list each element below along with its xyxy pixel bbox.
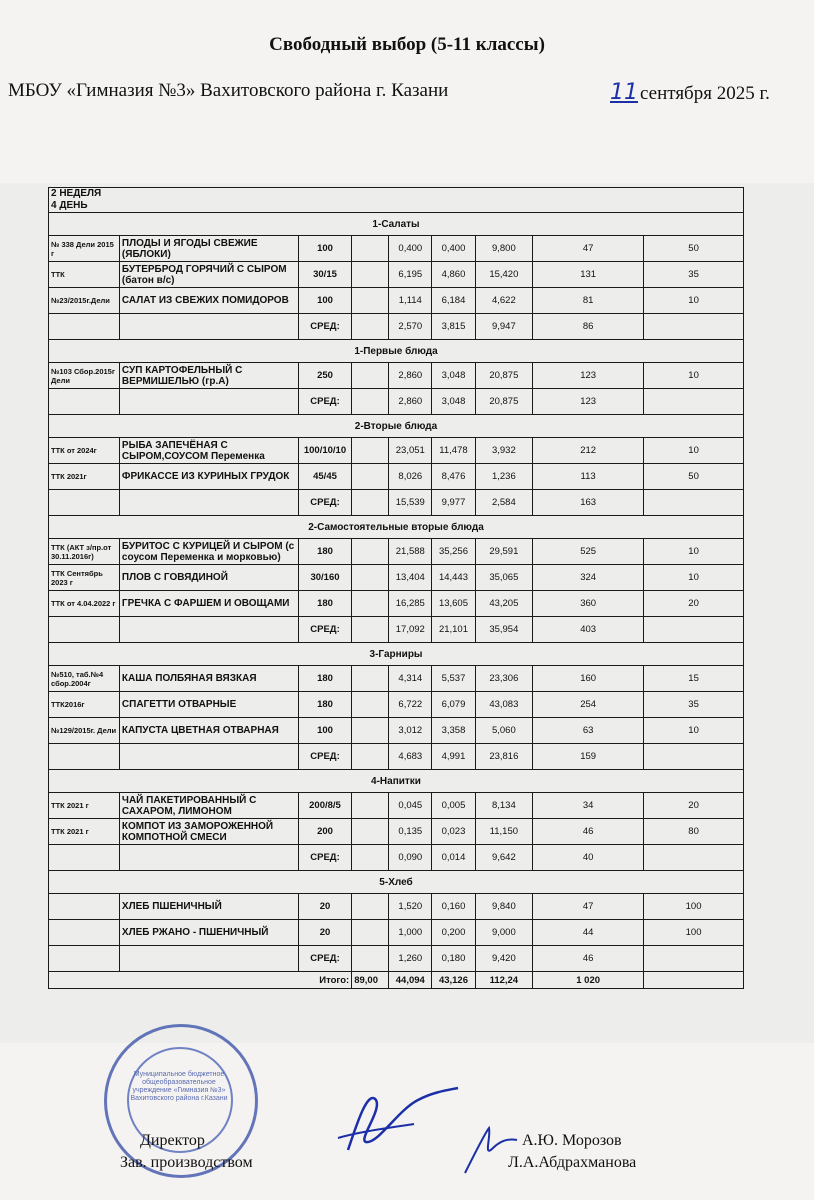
recipe-code: №129/2015г. Дели	[49, 718, 120, 744]
vitamin-c-value: 50	[644, 464, 744, 490]
avg-carbs: 35,954	[475, 617, 533, 643]
calories-value: 360	[533, 591, 644, 617]
avg-blank	[644, 845, 744, 871]
avg-calories: 123	[533, 389, 644, 415]
avg-blank	[49, 744, 120, 770]
calories-value: 34	[533, 793, 644, 819]
avg-blank	[644, 744, 744, 770]
dish-name: КАПУСТА ЦВЕТНАЯ ОТВАРНАЯ	[119, 718, 298, 744]
avg-calories: 159	[533, 744, 644, 770]
section-header-row	[49, 643, 744, 666]
fat-value: 6,079	[432, 692, 475, 718]
dish-row	[49, 692, 744, 718]
price-cell	[352, 692, 389, 718]
dish-row	[49, 539, 744, 565]
avg-blank	[644, 946, 744, 972]
vitamin-c-value: 15	[644, 666, 744, 692]
avg-fat: 21,101	[432, 617, 475, 643]
protein-value: 0,135	[389, 819, 432, 845]
dish-name: БУРИТОС С КУРИЦЕЙ И СЫРОМ (с соусом Переменка и морковью)	[119, 539, 298, 565]
dish-name: САЛАТ ИЗ СВЕЖИХ ПОМИДОРОВ	[119, 288, 298, 314]
calories-value: 160	[533, 666, 644, 692]
week-label: 2 НЕДЕЛЯ	[51, 188, 102, 199]
vitamin-c-value: 10	[644, 718, 744, 744]
protein-value: 8,026	[389, 464, 432, 490]
avg-carbs: 9,420	[475, 946, 533, 972]
recipe-code: ТТК 2021 г	[49, 819, 120, 845]
avg-blank	[119, 314, 298, 340]
avg-fat: 0,014	[432, 845, 475, 871]
avg-carbs: 9,947	[475, 314, 533, 340]
recipe-code: ТТК2016г	[49, 692, 120, 718]
avg-label: СРЕД:	[298, 490, 351, 516]
avg-calories: 163	[533, 490, 644, 516]
protein-value: 21,588	[389, 539, 432, 565]
calories-value: 63	[533, 718, 644, 744]
price-cell	[352, 464, 389, 490]
director-name: А.Ю. Морозов	[522, 1132, 622, 1149]
avg-carbs: 9,642	[475, 845, 533, 871]
carbs-value: 15,420	[475, 262, 533, 288]
carbs-value: 8,134	[475, 793, 533, 819]
avg-blank	[49, 845, 120, 871]
carbs-value: 9,000	[475, 920, 533, 946]
recipe-code: ТТК (АКТ з/пр.от 30.11.2016г)	[49, 539, 120, 565]
dish-name: СУП КАРТОФЕЛЬНЫЙ С ВЕРМИШЕЛЬЮ (гр.А)	[119, 363, 298, 389]
fat-value: 11,478	[432, 438, 475, 464]
avg-carbs: 20,875	[475, 389, 533, 415]
protein-value: 0,400	[389, 236, 432, 262]
price-cell	[352, 819, 389, 845]
fat-value: 0,023	[432, 819, 475, 845]
price-cell	[352, 539, 389, 565]
portion-weight: 100	[298, 288, 351, 314]
dish-name: КАША ПОЛБЯНАЯ ВЯЗКАЯ	[119, 666, 298, 692]
avg-protein: 0,090	[389, 845, 432, 871]
avg-protein: 1,260	[389, 946, 432, 972]
portion-weight: 100	[298, 718, 351, 744]
vitamin-c-value: 50	[644, 236, 744, 262]
dish-row	[49, 262, 744, 288]
dish-row	[49, 894, 744, 920]
avg-calories: 86	[533, 314, 644, 340]
carbs-value: 3,932	[475, 438, 533, 464]
protein-value: 23,051	[389, 438, 432, 464]
avg-blank	[119, 744, 298, 770]
portion-weight: 20	[298, 894, 351, 920]
fat-value: 0,200	[432, 920, 475, 946]
vitamin-c-value: 20	[644, 591, 744, 617]
avg-blank	[352, 946, 389, 972]
portion-weight: 200	[298, 819, 351, 845]
price-cell	[352, 718, 389, 744]
fat-value: 3,358	[432, 718, 475, 744]
vitamin-c-value: 35	[644, 692, 744, 718]
protein-value: 16,285	[389, 591, 432, 617]
dish-name: ЧАЙ ПАКЕТИРОВАННЫЙ С САХАРОМ, ЛИМОНОМ	[119, 793, 298, 819]
dish-name: ФРИКАССЕ ИЗ КУРИНЫХ ГРУДОК	[119, 464, 298, 490]
portion-weight: 180	[298, 539, 351, 565]
price-cell	[352, 565, 389, 591]
dish-row	[49, 591, 744, 617]
avg-blank	[644, 490, 744, 516]
section-header-row	[49, 213, 744, 236]
dish-name: ГРЕЧКА С ФАРШЕМ И ОВОЩАМИ	[119, 591, 298, 617]
carbs-value: 11,150	[475, 819, 533, 845]
protein-value: 6,195	[389, 262, 432, 288]
avg-blank	[49, 490, 120, 516]
protein-value: 6,722	[389, 692, 432, 718]
vitamin-c-value: 10	[644, 363, 744, 389]
avg-fat: 9,977	[432, 490, 475, 516]
price-cell	[352, 666, 389, 692]
price-cell	[352, 236, 389, 262]
dish-row	[49, 819, 744, 845]
carbs-value: 43,083	[475, 692, 533, 718]
avg-blank	[49, 314, 120, 340]
calories-value: 212	[533, 438, 644, 464]
average-row	[49, 314, 744, 340]
calories-value: 44	[533, 920, 644, 946]
dish-row	[49, 920, 744, 946]
avg-blank	[644, 389, 744, 415]
dish-name: СПАГЕТТИ ОТВАРНЫЕ	[119, 692, 298, 718]
price-cell	[352, 363, 389, 389]
avg-blank	[49, 617, 120, 643]
director-signature	[318, 1080, 468, 1160]
fat-value: 14,443	[432, 565, 475, 591]
carbs-value: 35,065	[475, 565, 533, 591]
section-title: 2-Самостоятельные вторые блюда	[49, 516, 744, 539]
calories-value: 254	[533, 692, 644, 718]
protein-value: 0,045	[389, 793, 432, 819]
section-header-row	[49, 340, 744, 363]
section-header-row	[49, 415, 744, 438]
avg-calories: 40	[533, 845, 644, 871]
portion-weight: 180	[298, 692, 351, 718]
avg-carbs: 2,584	[475, 490, 533, 516]
dish-name: ПЛОДЫ И ЯГОДЫ СВЕЖИЕ (ЯБЛОКИ)	[119, 236, 298, 262]
avg-label: СРЕД:	[298, 389, 351, 415]
avg-blank	[352, 845, 389, 871]
vitamin-c-value: 20	[644, 793, 744, 819]
section-title: 2-Вторые блюда	[49, 415, 744, 438]
avg-protein: 2,860	[389, 389, 432, 415]
calories-value: 47	[533, 236, 644, 262]
carbs-value: 1,236	[475, 464, 533, 490]
recipe-code: ТТК от 2024г	[49, 438, 120, 464]
avg-fat: 3,815	[432, 314, 475, 340]
total-price: 89,00	[352, 972, 389, 989]
carbs-value: 43,205	[475, 591, 533, 617]
vitamin-c-value: 10	[644, 438, 744, 464]
section-title: 1-Первые блюда	[49, 340, 744, 363]
avg-label: СРЕД:	[298, 744, 351, 770]
carbs-value: 5,060	[475, 718, 533, 744]
section-title: 4-Напитки	[49, 770, 744, 793]
avg-protein: 17,092	[389, 617, 432, 643]
avg-blank	[119, 490, 298, 516]
avg-blank	[119, 617, 298, 643]
avg-fat: 3,048	[432, 389, 475, 415]
portion-weight: 200/8/5	[298, 793, 351, 819]
portion-weight: 20	[298, 920, 351, 946]
recipe-code: ТТК Сентябрь 2023 г	[49, 565, 120, 591]
avg-fat: 4,991	[432, 744, 475, 770]
calories-value: 525	[533, 539, 644, 565]
portion-weight: 180	[298, 666, 351, 692]
dish-name: ХЛЕБ РЖАНО - ПШЕНИЧНЫЙ	[119, 920, 298, 946]
recipe-code: ТТК 2021г	[49, 464, 120, 490]
avg-protein: 15,539	[389, 490, 432, 516]
fat-value: 0,160	[432, 894, 475, 920]
total-protein: 44,094	[389, 972, 432, 989]
portion-weight: 30/15	[298, 262, 351, 288]
section-title: 3-Гарниры	[49, 643, 744, 666]
avg-label: СРЕД:	[298, 845, 351, 871]
vitamin-c-value: 35	[644, 262, 744, 288]
fat-value: 6,184	[432, 288, 475, 314]
dish-name: ПЛОВ С ГОВЯДИНОЙ	[119, 565, 298, 591]
school-name: МБОУ «Гимназия №3» Вахитовского района г. Казани	[8, 80, 449, 101]
fat-value: 8,476	[432, 464, 475, 490]
fat-value: 0,005	[432, 793, 475, 819]
fat-value: 0,400	[432, 236, 475, 262]
dish-row	[49, 565, 744, 591]
avg-blank	[352, 744, 389, 770]
price-cell	[352, 262, 389, 288]
portion-weight: 45/45	[298, 464, 351, 490]
vitamin-c-value: 100	[644, 894, 744, 920]
recipe-code: №23/2015г.Дели	[49, 288, 120, 314]
director-label: Директор	[140, 1132, 205, 1149]
dish-row	[49, 793, 744, 819]
production-name: Л.А.Абдрахманова	[508, 1154, 637, 1171]
avg-blank	[352, 389, 389, 415]
recipe-code: № 338 Дели 2015 г	[49, 236, 120, 262]
carbs-value: 9,840	[475, 894, 533, 920]
avg-blank	[352, 617, 389, 643]
protein-value: 3,012	[389, 718, 432, 744]
recipe-code: №103 Сбор.2015г Дели	[49, 363, 120, 389]
fat-value: 5,537	[432, 666, 475, 692]
vitamin-c-value: 10	[644, 539, 744, 565]
section-title: 1-Салаты	[49, 213, 744, 236]
avg-blank	[644, 314, 744, 340]
dish-name: КОМПОТ ИЗ ЗАМОРОЖЕННОЙ КОМПОТНОЙ СМЕСИ	[119, 819, 298, 845]
calories-value: 81	[533, 288, 644, 314]
dish-row	[49, 438, 744, 464]
dish-row	[49, 718, 744, 744]
seal-text: Муниципальное бюджетное общеобразовательное учреждение «Гимназия №3» Вахитовского района г.Казани	[130, 1071, 228, 1102]
week-day-label	[49, 188, 744, 213]
avg-blank	[49, 946, 120, 972]
carbs-value: 29,591	[475, 539, 533, 565]
page-title: Свободный выбор (5-11 классы)	[269, 34, 545, 55]
price-cell	[352, 288, 389, 314]
price-cell	[352, 591, 389, 617]
vitamin-c-value: 100	[644, 920, 744, 946]
dish-name: РЫБА ЗАПЕЧЁНАЯ С СЫРОМ,СОУСОМ Переменка	[119, 438, 298, 464]
protein-value: 2,860	[389, 363, 432, 389]
avg-blank	[352, 314, 389, 340]
average-row	[49, 845, 744, 871]
calories-value: 46	[533, 819, 644, 845]
average-row	[49, 946, 744, 972]
dish-row	[49, 464, 744, 490]
vitamin-c-value: 10	[644, 288, 744, 314]
average-row	[49, 617, 744, 643]
document-date	[610, 80, 770, 105]
dish-row	[49, 363, 744, 389]
average-row	[49, 490, 744, 516]
price-cell	[352, 920, 389, 946]
section-header-row	[49, 871, 744, 894]
dish-row	[49, 236, 744, 262]
portion-weight: 180	[298, 591, 351, 617]
avg-blank	[119, 389, 298, 415]
date-day: 11	[610, 80, 638, 105]
dish-row	[49, 288, 744, 314]
total-label: Итого:	[49, 972, 352, 989]
day-label: 4 ДЕНЬ	[51, 200, 88, 211]
calories-value: 324	[533, 565, 644, 591]
fat-value: 3,048	[432, 363, 475, 389]
portion-weight: 100/10/10	[298, 438, 351, 464]
avg-label: СРЕД:	[298, 314, 351, 340]
portion-weight: 250	[298, 363, 351, 389]
vitamin-c-value: 80	[644, 819, 744, 845]
avg-blank	[352, 490, 389, 516]
avg-blank	[644, 617, 744, 643]
avg-blank	[49, 389, 120, 415]
dish-name: ХЛЕБ ПШЕНИЧНЫЙ	[119, 894, 298, 920]
protein-value: 1,000	[389, 920, 432, 946]
recipe-code: ТТК 2021 г	[49, 793, 120, 819]
protein-value: 1,520	[389, 894, 432, 920]
calories-value: 123	[533, 363, 644, 389]
total-blank	[644, 972, 744, 989]
recipe-code: ТТК	[49, 262, 120, 288]
calories-value: 131	[533, 262, 644, 288]
total-calories: 1 020	[533, 972, 644, 989]
date-month-year: сентября 2025 г.	[640, 83, 770, 104]
recipe-code	[49, 894, 120, 920]
avg-protein: 2,570	[389, 314, 432, 340]
dish-name: БУТЕРБРОД ГОРЯЧИЙ С СЫРОМ (батон в/с)	[119, 262, 298, 288]
calories-value: 113	[533, 464, 644, 490]
vitamin-c-value: 10	[644, 565, 744, 591]
protein-value: 4,314	[389, 666, 432, 692]
carbs-value: 4,622	[475, 288, 533, 314]
carbs-value: 23,306	[475, 666, 533, 692]
avg-carbs: 23,816	[475, 744, 533, 770]
price-cell	[352, 438, 389, 464]
production-label: Зав. производством	[120, 1154, 253, 1171]
average-row	[49, 389, 744, 415]
avg-protein: 4,683	[389, 744, 432, 770]
price-cell	[352, 894, 389, 920]
fat-value: 35,256	[432, 539, 475, 565]
carbs-value: 20,875	[475, 363, 533, 389]
carbs-value: 9,800	[475, 236, 533, 262]
avg-blank	[119, 946, 298, 972]
total-carbs: 112,24	[475, 972, 533, 989]
average-row	[49, 744, 744, 770]
price-cell	[352, 793, 389, 819]
avg-fat: 0,180	[432, 946, 475, 972]
section-title: 5-Хлеб	[49, 871, 744, 894]
protein-value: 1,114	[389, 288, 432, 314]
total-row	[49, 972, 744, 989]
avg-calories: 46	[533, 946, 644, 972]
avg-blank	[119, 845, 298, 871]
recipe-code: ТТК от 4.04.2022 г	[49, 591, 120, 617]
avg-label: СРЕД:	[298, 617, 351, 643]
portion-weight: 30/160	[298, 565, 351, 591]
dish-row	[49, 666, 744, 692]
protein-value: 13,404	[389, 565, 432, 591]
calories-value: 47	[533, 894, 644, 920]
portion-weight: 100	[298, 236, 351, 262]
fat-value: 4,860	[432, 262, 475, 288]
avg-calories: 403	[533, 617, 644, 643]
section-header-row	[49, 770, 744, 793]
menu-table	[48, 187, 744, 989]
fat-value: 13,605	[432, 591, 475, 617]
avg-label: СРЕД:	[298, 946, 351, 972]
recipe-code	[49, 920, 120, 946]
total-fat: 43,126	[432, 972, 475, 989]
recipe-code: №510, таб.№4 сбор.2004г	[49, 666, 120, 692]
section-header-row	[49, 516, 744, 539]
